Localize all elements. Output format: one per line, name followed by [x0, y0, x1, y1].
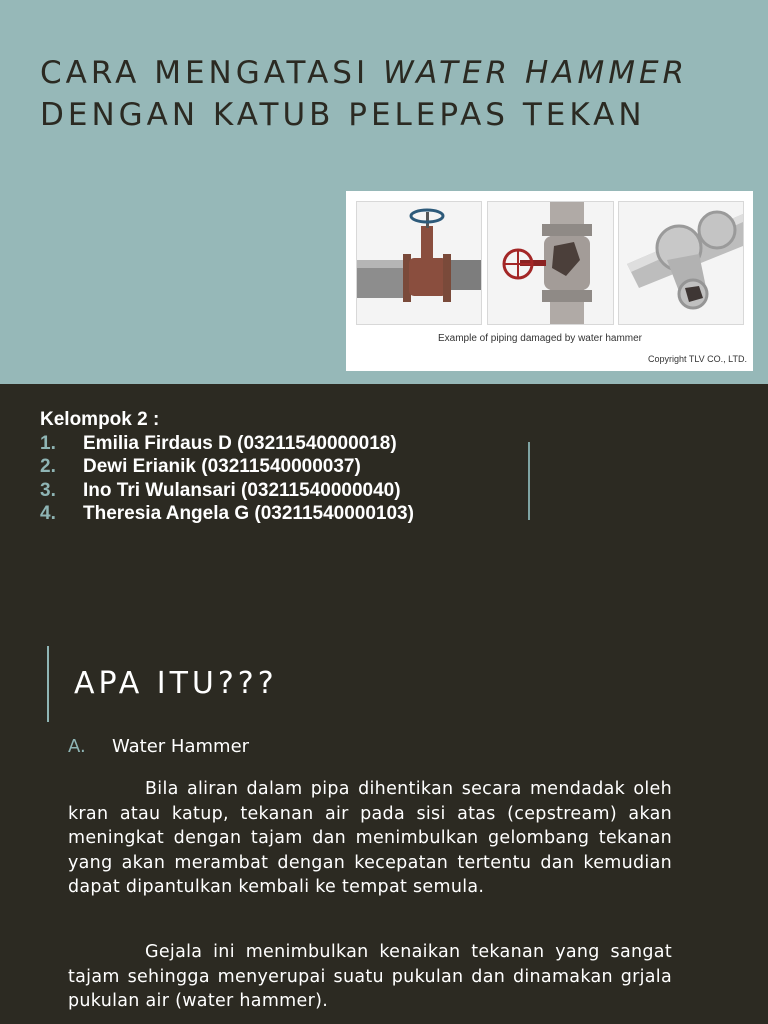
list-item	[40, 502, 414, 526]
member-list	[40, 432, 414, 526]
piping-damage-image	[346, 191, 753, 371]
image-panel-strainer	[618, 201, 744, 325]
member-name: Dewi Erianik (03211540000037)	[83, 456, 361, 477]
group-block	[40, 408, 414, 526]
title-line1: CARA MENGATASI	[40, 55, 370, 91]
heading-accent-line	[47, 646, 49, 722]
image-panel-burst-pipe	[487, 201, 614, 325]
list-item	[40, 479, 414, 503]
member-number: 4.	[40, 503, 56, 524]
paragraph: Bila aliran dalam pipa dihentikan secara mendadak oleh kran atau katup, tekanan air pada sisi atas (cepstream) akan meningkat dengan tajam dan menimbulkan gelombang tekanan yang akan merambat dengan kecepatan tertentu dan kemudian dapat dipantulkan kembali ke tempat semula.	[68, 779, 672, 897]
list-item	[40, 455, 414, 479]
member-number: 3.	[40, 479, 56, 501]
member-name: Ino Tri Wulansari (03211540000040)	[83, 479, 401, 501]
member-name: Theresia Angela G (03211540000103)	[83, 503, 414, 524]
subsection-title: Water Hammer	[112, 736, 250, 757]
group-label: Kelompok 2 :	[40, 409, 160, 430]
slide1-title-area	[0, 0, 768, 384]
slide-title	[40, 52, 688, 136]
member-number: 2.	[40, 456, 56, 477]
list-item	[40, 432, 414, 456]
divider-line	[528, 442, 530, 520]
image-caption: Example of piping damaged by water hammer	[438, 333, 642, 344]
member-name: Emilia Firdaus D (03211540000018)	[83, 432, 397, 454]
paragraph: Gejala ini menimbulkan kenaikan tekanan yang sangat tajam sehingga menyerupai suatu pukulan dan dinamakan grjala pukulan air (water hammer).	[68, 942, 672, 1011]
title-italic: WATER HAMMER	[382, 55, 689, 91]
image-copyright: Copyright TLV CO., LTD.	[647, 354, 747, 364]
section-heading: APA ITU???	[74, 666, 278, 701]
subsection-letter: A.	[68, 736, 86, 757]
subsection-heading	[68, 736, 249, 757]
title-line2: DENGAN KATUB PELEPAS TEKAN	[40, 97, 646, 133]
member-number: 1.	[40, 432, 56, 454]
image-panel-valve	[356, 201, 482, 325]
